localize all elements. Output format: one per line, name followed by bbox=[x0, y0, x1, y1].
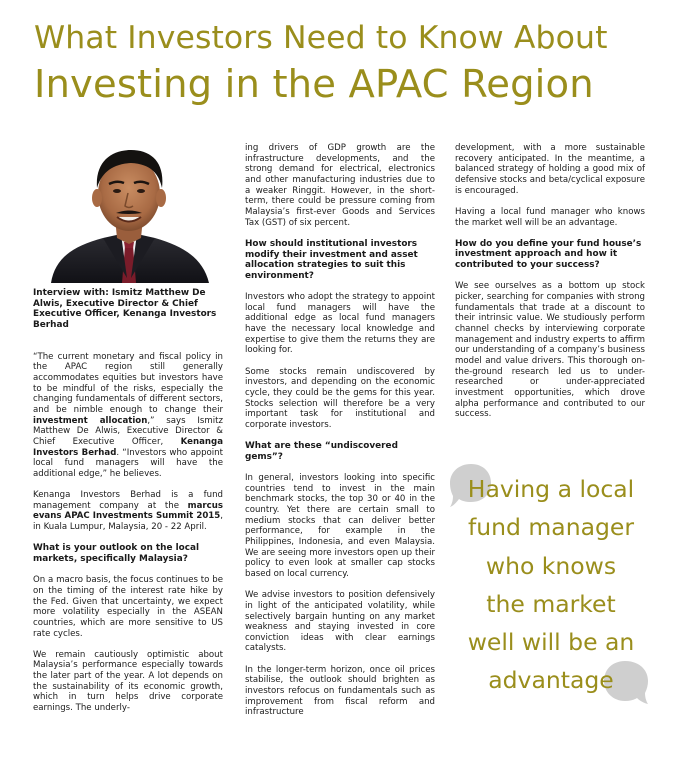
answer-4-paragraph-1: We see ourselves as a bottom up stock picker, searching for companies with strong fundamentals that trade at a discount to their intrinsic value. We studiously perform channel checks by interviewing corporate management and industry experts to affirm our understanding of a company’s business model and value drivers. This thorough on-the-ground research led us to under-researched or under-appreciated investment opportunities, which drove alpha performance and contributed to our success. bbox=[455, 281, 645, 420]
answer-2-paragraph-1: Investors who adopt the strategy to appoint local fund managers will have the additional edge as local fund managers have the necessary local knowledge and expertise to give them the returns they are looking for. bbox=[245, 292, 435, 356]
answer-3-paragraph-4: development, with a more sustainable recovery anticipated. In the meantime, a balanced strategy of holding a good mix of defensive stocks and beta/cyclical exposure is encouraged. bbox=[455, 143, 645, 196]
pull-quote-line: fund manager bbox=[467, 513, 635, 542]
answer-1-paragraph-2: We remain cautiously optimistic about Malaysia’s performance especially towards the later part of the year. A lot depends on the sustainability of its economic growth, which in turn helps drive corporate earnings. The underly- bbox=[33, 649, 223, 714]
portrait-photo-icon bbox=[33, 138, 224, 283]
answer-1-paragraph-1: On a macro basis, the focus continues to be on the timing of the interest rate hike by the Fed. Given that uncertainty, we expect more volatility especially in the ASEAN countries, which are more sensitive to US rate cycles. bbox=[33, 575, 223, 639]
interview-intro: Interview with: Ismitz Matthew De Alwis, Executive Director & Chief Executive Officer, Kenanga Investors Berhad bbox=[33, 288, 217, 330]
interviewee-photo bbox=[33, 138, 224, 283]
question-3-heading: What are these “undiscovered gems”? bbox=[245, 441, 398, 462]
column-2 bbox=[245, 143, 435, 729]
answer-3-paragraph-2: We advise investors to position defensively in light of the anticipated volatility, while selectively bargain hunting on any market weakness and staying invested in core conviction ideas with clear earnings catalysts. bbox=[245, 590, 435, 654]
question-2-heading: How should institutional investors modify their investment and asset allocation strategies to suit this environment? bbox=[245, 238, 418, 281]
answer-3-paragraph-3: In the longer-term horizon, once oil prices stabilise, the outlook should brighten as investors refocus on fundamentals such as improvement from fiscal reform and infrastructure bbox=[245, 664, 435, 718]
column-1 bbox=[33, 288, 223, 724]
column-3 bbox=[455, 143, 645, 430]
answer-3-paragraph-1: In general, investors looking into specific countries tend to invest in the main benchmark stocks, the top 30 or 40 in the country. Yet there are certain small to medium stocks that can deliver better performance, for example in the Philippines, Indonesia, and even Malaysia. We are seeing more investors open up their policy to even look at smaller cap stocks based on local currency. bbox=[245, 473, 435, 579]
pull-quote-line: Having a local bbox=[467, 475, 635, 503]
question-4-heading: How do you define your fund house’s investment approach and how it contributed to your success? bbox=[455, 238, 642, 271]
pull-quote-line: who knows bbox=[485, 551, 617, 580]
pull-quote-line: the market bbox=[486, 589, 616, 618]
title-line-1: What Investors Need to Know About bbox=[34, 20, 608, 56]
answer-1-paragraph-3: ing drivers of GDP growth are the infrastructure developments, and the strong demand for electrical, electronics and other manufacturing industries due to a weaker Ringgit. However, in the short-term, there could be pressure coming from Malaysia’s first-ever Goods and Services Tax (GST) of six percent. bbox=[245, 143, 435, 228]
pull-quote-line: well will be an bbox=[467, 628, 635, 657]
answer-3-paragraph-5: Having a local fund manager who knows the market well will be an advantage. bbox=[455, 206, 645, 228]
question-1-heading: What is your outlook on the local markets, specifically Malaysia? bbox=[33, 543, 200, 564]
title-line-2: Investing in the APAC Region bbox=[34, 62, 594, 107]
pull-quote bbox=[456, 470, 646, 700]
event-paragraph: Kenanga Investors Berhad is a fund management company at the marcus evans APAC Investments Summit 2015, in Kuala Lumpur, Malaysia, 20 - 22 April. bbox=[33, 490, 223, 533]
answer-2-paragraph-2: Some stocks remain undiscovered by investors, and depending on the economic cycle, they could be the gems for this year. Stocks selection will therefore be a very important task for institutional and corporate investors. bbox=[245, 366, 435, 430]
intro-quote-paragraph: “The current monetary and fiscal policy in the APAC region still generally accommodates equities but investors have to be mindful of the risks, especially the changing fundamentals of different sectors, and be nimble enough to change their investment allocation,” says Ismitz Matthew De Alwis, Executive Director & Chief Executive Officer, Kenanga Investors Berhad. “Investors who appoint local fund managers will have the additional edge,” he believes. bbox=[33, 351, 223, 479]
pull-quote-line: advantage bbox=[488, 666, 614, 695]
